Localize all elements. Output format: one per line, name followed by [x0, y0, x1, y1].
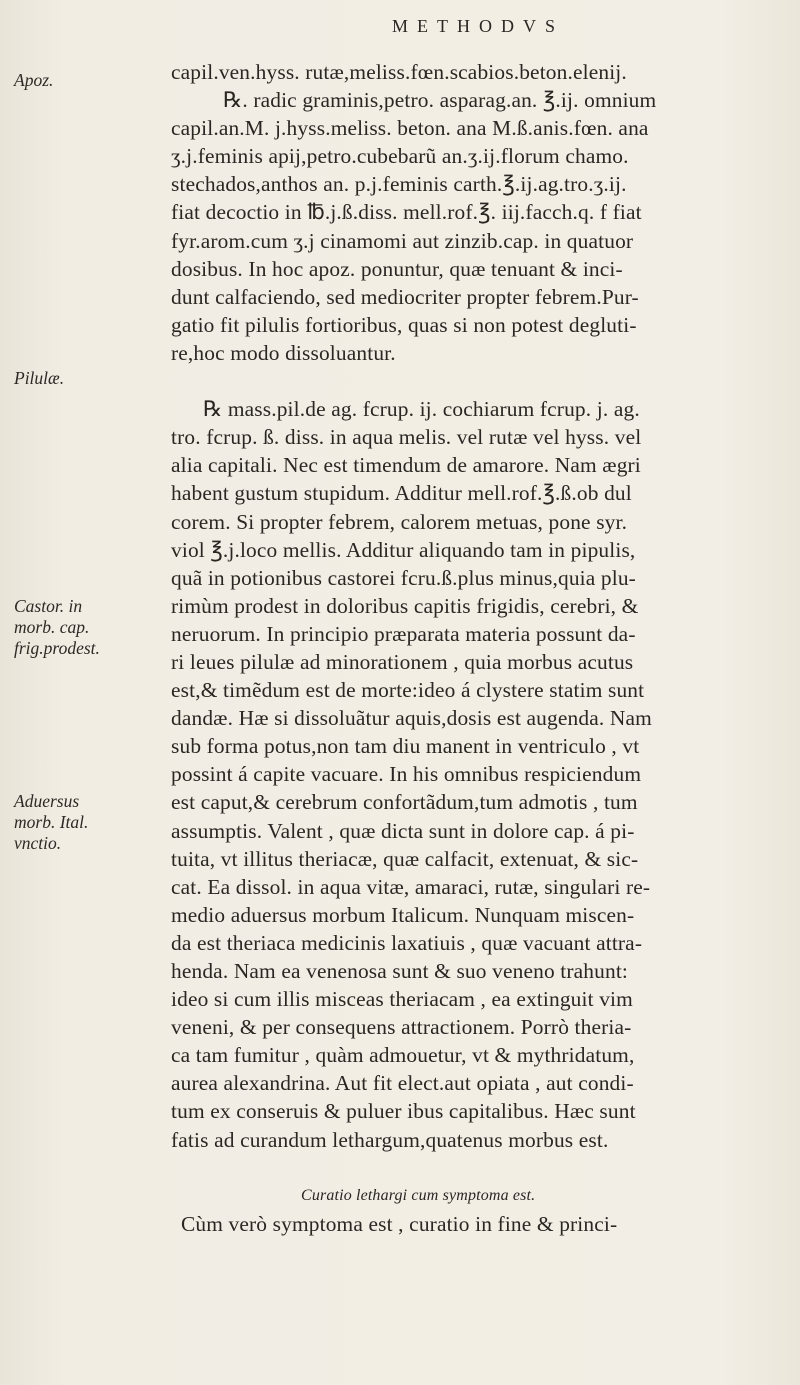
text-line — [171, 1154, 796, 1182]
text-line: alia capitali. Nec est timendum de amarore. Nam ægri — [171, 453, 641, 478]
text-line: rimùm prodest in doloribus capitis frigidis, cerebri, & — [171, 593, 639, 618]
margin-note-castor — [14, 596, 164, 659]
text-line: corem. Si propter febrem, calorem metuas, pone syr. — [171, 509, 628, 534]
text-line: veneni, & per consequens attractionem. Porrò theria- — [171, 1015, 632, 1040]
running-header: METHODVS — [392, 16, 565, 36]
body-text — [171, 58, 796, 1238]
text-line: tuita, vt illitus theriacæ, quæ calfacit, extenuat, & sic- — [171, 846, 639, 871]
text-line: henda. Nam ea venenosa sunt & suo veneno trahunt: — [171, 959, 629, 983]
margin-note-line: Castor. in — [14, 596, 83, 616]
text-line: gatio fit pilulis fortioribus, quas si non potest degluti- — [171, 312, 637, 337]
text-line: quã in potionibus castorei fcru.ß.plus minus,quia plu- — [171, 565, 636, 590]
text-line: re,hoc modo dissoluantur. — [171, 340, 396, 365]
margin-note-line: Aduersus — [14, 791, 80, 811]
margin-note-line: frig.prodest. — [14, 638, 100, 658]
text-line: est,& timẽdum est de morte:ideo á clystere statim sunt — [171, 678, 645, 703]
text-line: ℞. radic graminis,petro. asparag.an. ℥.ij. omnium — [223, 88, 657, 113]
margin-note-apoz — [14, 70, 164, 91]
text-line: fiat decoctio in ℔.j.ß.diss. mell.rof.℥. iij.facch.q. f fiat — [171, 200, 642, 225]
text-line: ʒ.j.feminis apij,petro.cubebarũ an.ʒ.ij.florum chamo. — [171, 144, 629, 169]
margin-note-line: Pilulæ. — [14, 368, 65, 388]
text-line: est caput,& cerebrum confortãdum,tum admotis , tum — [171, 790, 638, 815]
text-line: capil.ven.hyss. rutæ,meliss.fœn.scabios.beton.elenij. — [171, 60, 627, 84]
text-line: neruorum. In principio præparata materia possunt da- — [171, 621, 636, 646]
text-line: tro. fcrup. ß. diss. in aqua melis. vel rutæ vel hyss. vel — [171, 425, 642, 450]
text-line: medio aduersus morbum Italicum. Nunquam miscen- — [171, 902, 635, 927]
text-line: sub forma potus,non tam diu manent in ventriculo , vt — [171, 734, 640, 759]
text-line — [171, 367, 796, 395]
text-line: tum ex conseruis & puluer ibus capitalibus. Hæc sunt — [171, 1099, 636, 1124]
text-line: dosibus. In hoc apoz. ponuntur, quæ tenuant & inci- — [171, 256, 623, 281]
margin-note-pilulae — [14, 368, 164, 389]
text-line: stechados,anthos an. p.j.feminis carth.℥.ij.ag.tro.ʒ.ij. — [171, 172, 627, 197]
text-line: ℞ mass.pil.de ag. fcrup. ij. cochiarum fcrup. j. ag. — [203, 397, 640, 422]
text-line: possint á capite vacuare. In his omnibus respiciendum — [171, 762, 642, 787]
margin-note-line: morb. Ital. — [14, 812, 89, 832]
text-line: ca tam fumitur , quàm admouetur, vt & mythridatum, — [171, 1043, 635, 1068]
section-caption: Curatio lethargi cum symptoma est. — [301, 1186, 536, 1204]
margin-note-line: vnctio. — [14, 833, 62, 853]
text-line: aurea alexandrina. Aut fit elect.aut opiata , aut condi- — [171, 1071, 634, 1096]
text-line: habent gustum stupidum. Additur mell.rof.℥.ß.ob dul — [171, 481, 632, 506]
text-line: da est theriaca medicinis laxatiuis , quæ vacuant attra- — [171, 930, 643, 955]
text-line: Cùm verò symptoma est , curatio in fine & princi- — [181, 1211, 618, 1236]
text-line: assumptis. Valent , quæ dicta sunt in dolore cap. á pi- — [171, 818, 635, 843]
text-line: fatis ad curandum lethargum,quatenus morbus est. — [171, 1127, 609, 1152]
margin-note-line: Apoz. — [14, 70, 54, 90]
text-line: cat. Ea dissol. in aqua vitæ, amaraci, rutæ, singulari re- — [171, 874, 651, 899]
text-line: ri leues pilulæ ad minorationem , quia morbus acutus — [171, 649, 634, 674]
margin-note-line: morb. cap. — [14, 617, 90, 637]
text-line: viol ℥.j.loco mellis. Additur aliquando tam in pipulis, — [171, 537, 636, 562]
text-line: fyr.arom.cum ʒ.j cinamomi aut zinzib.cap. in quatuor — [171, 228, 634, 253]
text-line: capil.an.M. j.hyss.meliss. beton. ana M.ß.anis.fœn. ana — [171, 116, 649, 141]
margin-note-aduersus — [14, 791, 164, 854]
text-line: dandæ. Hæ si dissoluãtur aquis,dosis est augenda. Nam — [171, 706, 652, 731]
text-line: dunt calfaciendo, sed mediocriter propter febrem.Pur- — [171, 284, 639, 309]
text-line: ideo si cum illis misceas theriacam , ea extinguit vim — [171, 987, 633, 1012]
